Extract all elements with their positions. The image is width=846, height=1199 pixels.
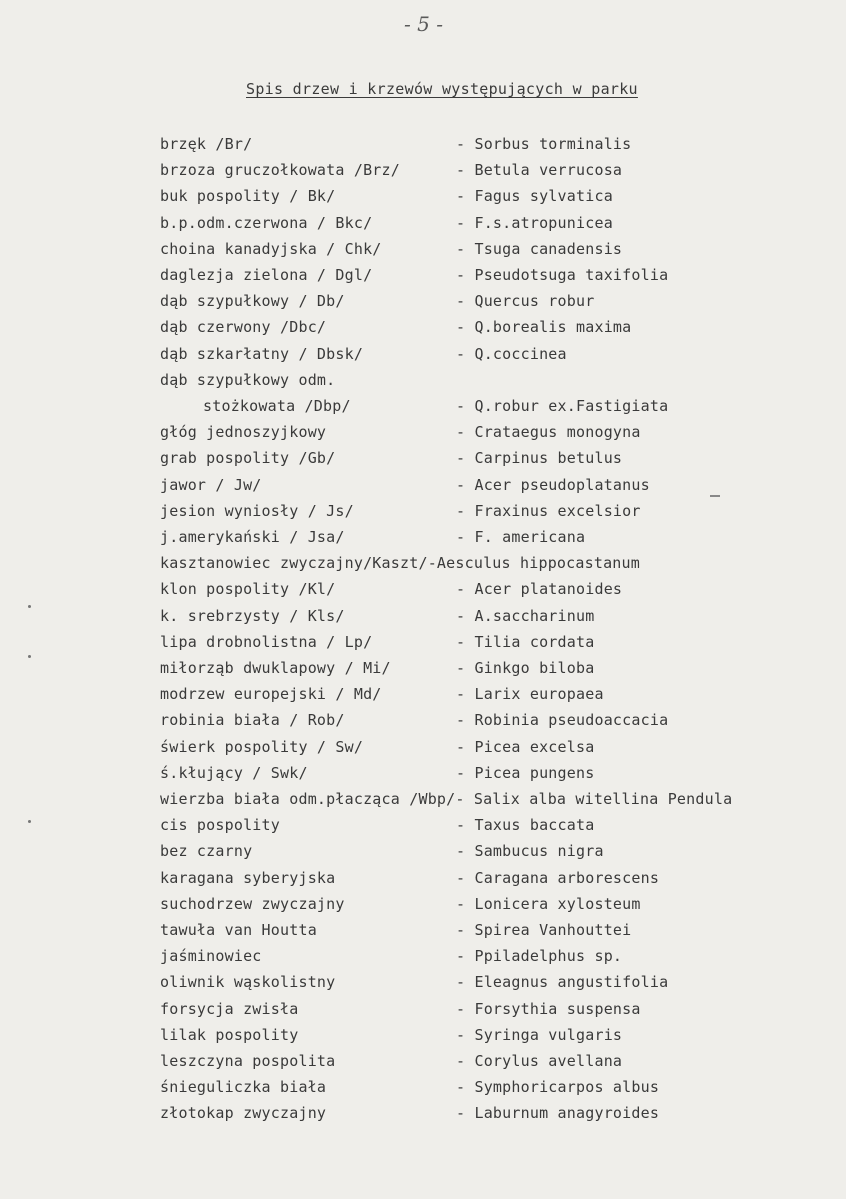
latin-name: - Q.borealis maxima bbox=[456, 318, 632, 336]
polish-name: lipa drobnolistna / Lp/ bbox=[160, 633, 373, 651]
list-item bbox=[0, 187, 846, 209]
list-item bbox=[0, 1104, 846, 1126]
stray-mark bbox=[710, 495, 720, 497]
polish-name: stożkowata /Dbp/ bbox=[203, 397, 351, 415]
list-item bbox=[0, 895, 846, 917]
list-item bbox=[0, 1000, 846, 1022]
list-item bbox=[0, 947, 846, 969]
polish-name: dąb czerwony /Dbc/ bbox=[160, 318, 327, 336]
latin-name: - Sorbus torminalis bbox=[456, 135, 632, 153]
latin-name: - Syringa vulgaris bbox=[456, 1026, 623, 1044]
list-item bbox=[0, 790, 846, 812]
list-item bbox=[0, 633, 846, 655]
latin-name: - Larix europaea bbox=[456, 685, 604, 703]
list-item bbox=[0, 973, 846, 995]
list-item bbox=[0, 161, 846, 183]
latin-name: - Q.robur ex.Fastigiata bbox=[456, 397, 669, 415]
polish-name: j.amerykański / Jsa/ bbox=[160, 528, 345, 546]
polish-name: tawuła van Houtta bbox=[160, 921, 317, 939]
latin-name: - Acer platanoides bbox=[456, 580, 623, 598]
latin-name: - Picea excelsa bbox=[456, 738, 595, 756]
polish-name: grab pospolity /Gb/ bbox=[160, 449, 336, 467]
latin-name: - Betula verrucosa bbox=[456, 161, 623, 179]
polish-name: dąb szypułkowy odm. bbox=[160, 371, 336, 389]
list-item bbox=[0, 502, 846, 524]
list-item bbox=[0, 659, 846, 681]
latin-name: - Robinia pseudoaccacia bbox=[456, 711, 669, 729]
page-title: Spis drzew i krzewów występujących w parku bbox=[246, 80, 638, 98]
binder-hole-mark bbox=[28, 820, 31, 823]
list-item bbox=[0, 318, 846, 340]
latin-name: - Eleagnus angustifolia bbox=[456, 973, 669, 991]
latin-name: - Lonicera xylosteum bbox=[456, 895, 641, 913]
polish-name: ś.kłujący / Swk/ bbox=[160, 764, 308, 782]
polish-name: miłorząb dwuklapowy / Mi/ bbox=[160, 659, 391, 677]
polish-name: karagana syberyjska bbox=[160, 869, 336, 887]
latin-name: - Fraxinus excelsior bbox=[456, 502, 641, 520]
list-item bbox=[0, 214, 846, 236]
polish-name: brzęk /Br/ bbox=[160, 135, 253, 153]
list-item bbox=[0, 449, 846, 471]
polish-name: klon pospolity /Kl/ bbox=[160, 580, 336, 598]
polish-name: daglezja zielona / Dgl/ bbox=[160, 266, 373, 284]
list-item bbox=[0, 842, 846, 864]
latin-name: - Fagus sylvatica bbox=[456, 187, 613, 205]
list-item bbox=[0, 292, 846, 314]
polish-name: kasztanowiec zwyczajny/Kaszt/-Aesculus hippocastanum bbox=[160, 554, 640, 572]
latin-name: - Crataegus monogyna bbox=[456, 423, 641, 441]
latin-name: - Corylus avellana bbox=[456, 1052, 623, 1070]
polish-name: suchodrzew zwyczajny bbox=[160, 895, 345, 913]
latin-name: - Laburnum anagyroides bbox=[456, 1104, 660, 1122]
polish-name: świerk pospolity / Sw/ bbox=[160, 738, 364, 756]
list-item bbox=[0, 921, 846, 943]
list-item bbox=[0, 816, 846, 838]
polish-name: leszczyna pospolita bbox=[160, 1052, 336, 1070]
list-item bbox=[0, 764, 846, 786]
latin-name: - Acer pseudoplatanus bbox=[456, 476, 650, 494]
list-item bbox=[0, 345, 846, 367]
latin-name: - Quercus robur bbox=[456, 292, 595, 310]
list-item bbox=[0, 266, 846, 288]
list-item bbox=[0, 869, 846, 891]
latin-name: - Carpinus betulus bbox=[456, 449, 623, 467]
polish-name: cis pospolity bbox=[160, 816, 280, 834]
latin-name: - F.s.atropunicea bbox=[456, 214, 613, 232]
polish-name: jawor / Jw/ bbox=[160, 476, 262, 494]
list-item bbox=[0, 135, 846, 157]
polish-name: dąb szypułkowy / Db/ bbox=[160, 292, 345, 310]
latin-name: - F. americana bbox=[456, 528, 586, 546]
latin-name: - Forsythia suspensa bbox=[456, 1000, 641, 1018]
latin-name: - Spirea Vanhouttei bbox=[456, 921, 632, 939]
polish-name: modrzew europejski / Md/ bbox=[160, 685, 382, 703]
polish-name: jaśminowiec bbox=[160, 947, 262, 965]
latin-name: - A.saccharinum bbox=[456, 607, 595, 625]
polish-name: forsycja zwisła bbox=[160, 1000, 299, 1018]
list-item bbox=[0, 580, 846, 602]
list-item bbox=[0, 1026, 846, 1048]
list-item bbox=[0, 685, 846, 707]
polish-name: głóg jednoszyjkowy bbox=[160, 423, 327, 441]
page-number: - 5 - bbox=[404, 12, 443, 36]
polish-name: bez czarny bbox=[160, 842, 253, 860]
polish-name: choina kanadyjska / Chk/ bbox=[160, 240, 382, 258]
binder-hole-mark bbox=[28, 655, 31, 658]
latin-name: - Picea pungens bbox=[456, 764, 595, 782]
list-item bbox=[0, 1078, 846, 1100]
list-item bbox=[0, 711, 846, 733]
polish-name: oliwnik wąskolistny bbox=[160, 973, 336, 991]
latin-name: - Q.coccinea bbox=[456, 345, 567, 363]
list-item bbox=[0, 554, 846, 576]
polish-name: śnieguliczka biała bbox=[160, 1078, 327, 1096]
list-item bbox=[0, 371, 846, 393]
polish-name: buk pospolity / Bk/ bbox=[160, 187, 336, 205]
latin-name: - Ppiladelphus sp. bbox=[456, 947, 623, 965]
list-item bbox=[0, 607, 846, 629]
polish-name: jesion wyniosły / Js/ bbox=[160, 502, 354, 520]
latin-name: - Symphoricarpos albus bbox=[456, 1078, 660, 1096]
latin-name: - Tilia cordata bbox=[456, 633, 595, 651]
polish-name: dąb szkarłatny / Dbsk/ bbox=[160, 345, 364, 363]
latin-name: - Tsuga canadensis bbox=[456, 240, 623, 258]
polish-name: k. srebrzysty / Kls/ bbox=[160, 607, 345, 625]
list-item bbox=[0, 240, 846, 262]
latin-name: - Sambucus nigra bbox=[456, 842, 604, 860]
binder-hole-mark bbox=[28, 605, 31, 608]
list-item bbox=[0, 397, 846, 419]
polish-name: wierzba biała odm.płacząca /Wbp/- Salix alba witellina Pendula bbox=[160, 790, 733, 808]
list-item bbox=[0, 528, 846, 550]
latin-name: - Ginkgo biloba bbox=[456, 659, 595, 677]
polish-name: złotokap zwyczajny bbox=[160, 1104, 327, 1122]
list-item bbox=[0, 423, 846, 445]
latin-name: - Pseudotsuga taxifolia bbox=[456, 266, 669, 284]
latin-name: - Caragana arborescens bbox=[456, 869, 660, 887]
polish-name: b.p.odm.czerwona / Bkc/ bbox=[160, 214, 373, 232]
polish-name: robinia biała / Rob/ bbox=[160, 711, 345, 729]
polish-name: lilak pospolity bbox=[160, 1026, 299, 1044]
latin-name: - Taxus baccata bbox=[456, 816, 595, 834]
polish-name: brzoza gruczołkowata /Brz/ bbox=[160, 161, 400, 179]
list-item bbox=[0, 1052, 846, 1074]
list-item bbox=[0, 738, 846, 760]
